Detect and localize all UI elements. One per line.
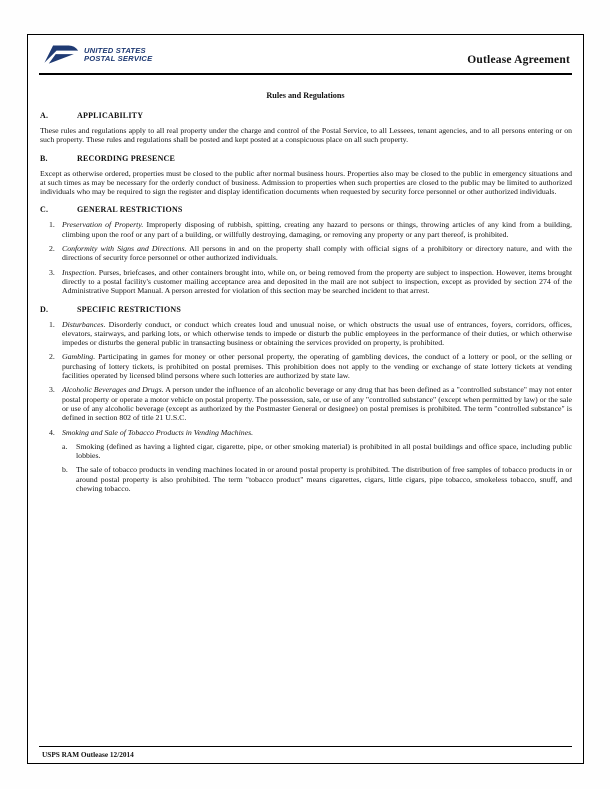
section-general-restrictions [39, 205, 572, 295]
list-item-text: Improperly disposing of rubbish, spitting, creating any hazard to persons or things, throwing articles of any kind from a building, climbing upon the roof or any part of a building, or willfully destroying, damaging, or removing any property or any part thereof, is prohibited. [62, 220, 572, 239]
list-item-text: All persons in and on the property shall comply with official signs of a prohibitory or directory nature, and with the directions of security force personnel or other authorized individuals. [62, 244, 572, 263]
list-item [39, 244, 572, 263]
document-header [39, 40, 572, 75]
list-item-number: 2. [49, 244, 55, 254]
list-item-title: Inspection. [62, 267, 97, 277]
list-item-number: 3. [49, 267, 55, 277]
usps-logo [41, 43, 152, 67]
list-item-title: Conformity with Signs and Directions. [62, 244, 187, 254]
list-item-number: 1. [49, 220, 55, 230]
usps-logo-line1: UNITED STATES [84, 45, 146, 55]
list-item [39, 385, 572, 422]
document-border-frame [27, 34, 584, 764]
list-item-text: A person under the influence of an alcoholic beverage or any drug that has been defined as a "controlled substance" may not enter postal property or operate a motor vehicle on postal property. The possession, sale, or use of any "controlled substance" (except when permitted by law) or the sale or use of any alcoholic beverage (except as authorized by the Postmaster General or designee) on postal premises is prohibited. The term "controlled substance" is defined in section 802 of title 21 U.S.C. [62, 385, 573, 423]
section-letter: D. [40, 304, 49, 314]
list-item-text: Participating in games for money or other personal property, the operating of gambling devices, the conduct of a lottery or pool, or the selling or purchasing of lottery tickets, is prohibited on postal premises. This prohibition does not apply to the vending or exchange of state lottery tickets at vending facilities operated by licensed blind persons where such lotteries are authorized by state law. [62, 352, 573, 381]
section-heading-label: GENERAL RESTRICTIONS [77, 205, 183, 215]
section-heading [39, 154, 572, 163]
section-recording-presence [39, 154, 572, 197]
list-item [39, 352, 572, 380]
section-specific-restrictions [39, 305, 572, 494]
page-title: Rules and Regulations [266, 91, 345, 100]
list-subitem-label: b. [62, 465, 68, 475]
list-item [39, 428, 572, 437]
list-item [39, 220, 572, 239]
list-item-text: Purses, briefcases, and other containers brought into, while on, or being removed from the property are subject to inspection. However, items brought directly to a postal facility's customer mailing acceptance area and deposited in the mail are not subject to inspection, except as provided by section 274 of the Administrative Support Manual. A person arrested for violation of this section may be searched incident to that arrest. [62, 267, 573, 296]
document-type-title: Outlease Agreement [467, 54, 570, 66]
list-item-title: Preservation of Property. [62, 220, 144, 230]
document-footer: USPS RAM Outlease 12/2014 [39, 746, 572, 759]
section-applicability [39, 111, 572, 145]
list-item-title: Gambling. [62, 352, 96, 362]
list-item [39, 268, 572, 296]
list-subitem [39, 442, 572, 461]
section-heading [39, 111, 572, 120]
section-heading-label: SPECIFIC RESTRICTIONS [77, 304, 182, 314]
list-item-title: Disturbances. [62, 319, 106, 329]
section-heading-label: RECORDING PRESENCE [77, 153, 176, 163]
list-item-title: Smoking and Sale of Tobacco Products in Vending Machines. [62, 427, 254, 437]
section-letter: C. [40, 205, 49, 215]
section-paragraph: These rules and regulations apply to all real property under the charge and control of the Postal Service, to all Lessees, tenant agencies, and to all persons entering or on such property. These rules and regulations shall be posted and kept posted at a conspicuous place on all such property. [40, 126, 572, 145]
list-subitem-label: a. [62, 441, 68, 451]
usps-logo-wordmark [84, 47, 152, 64]
list-subitem-text: Smoking (defined as having a lighted cigar, cigarette, pipe, or other smoking material) is prohibited in all postal buildings and office space, including public lobbies. [76, 441, 572, 461]
section-heading [39, 205, 572, 214]
list-item-number: 1. [49, 319, 55, 329]
section-letter: B. [40, 153, 48, 163]
usps-eagle-icon [41, 43, 79, 67]
section-letter: A. [40, 111, 49, 120]
list-subitem-text: The sale of tobacco products in vending machines located in or around postal property is prohibited. The distribution of free samples of tobacco products in or around postal property is also prohibited. The term "tobacco product" means cigarettes, cigars, little cigars, pipe tobacco, smokeless tobacco, snuff, and chewing tobacco. [76, 465, 572, 494]
list-subitem [39, 465, 572, 493]
section-heading [39, 305, 572, 314]
usps-logo-line2: POSTAL SERVICE [84, 54, 153, 63]
list-item-title: Alcoholic Beverages and Drugs. [62, 385, 164, 395]
list-item-number: 4. [49, 427, 55, 437]
section-paragraph: Except as otherwise ordered, properties must be closed to the public after normal business hours. Properties also may be closed to the public in emergency situations and at such times as may be necessary for the orderly conduct of business. Admission to properties when such properties are closed to the public may be limited to authorized individuals who may be required to sign the register and display identification documents when requested by security force personnel or other authorized individuals. [40, 168, 572, 197]
list-item-number: 2. [49, 352, 55, 362]
list-item-text: Disorderly conduct, or conduct which creates loud and unusual noise, or which obstructs the usual use of entrances, foyers, corridors, offices, elevators, stairways, and parking lots, or which otherwise tends to impede or disturb the public employees in the performance of their duties, or which otherwise impedes or disturbs the general public in transacting business or obtaining the services provided on property, is prohibited. [62, 319, 573, 348]
section-heading-label: APPLICABILITY [77, 111, 144, 120]
list-item-number: 3. [49, 385, 55, 395]
list-item [39, 320, 572, 348]
